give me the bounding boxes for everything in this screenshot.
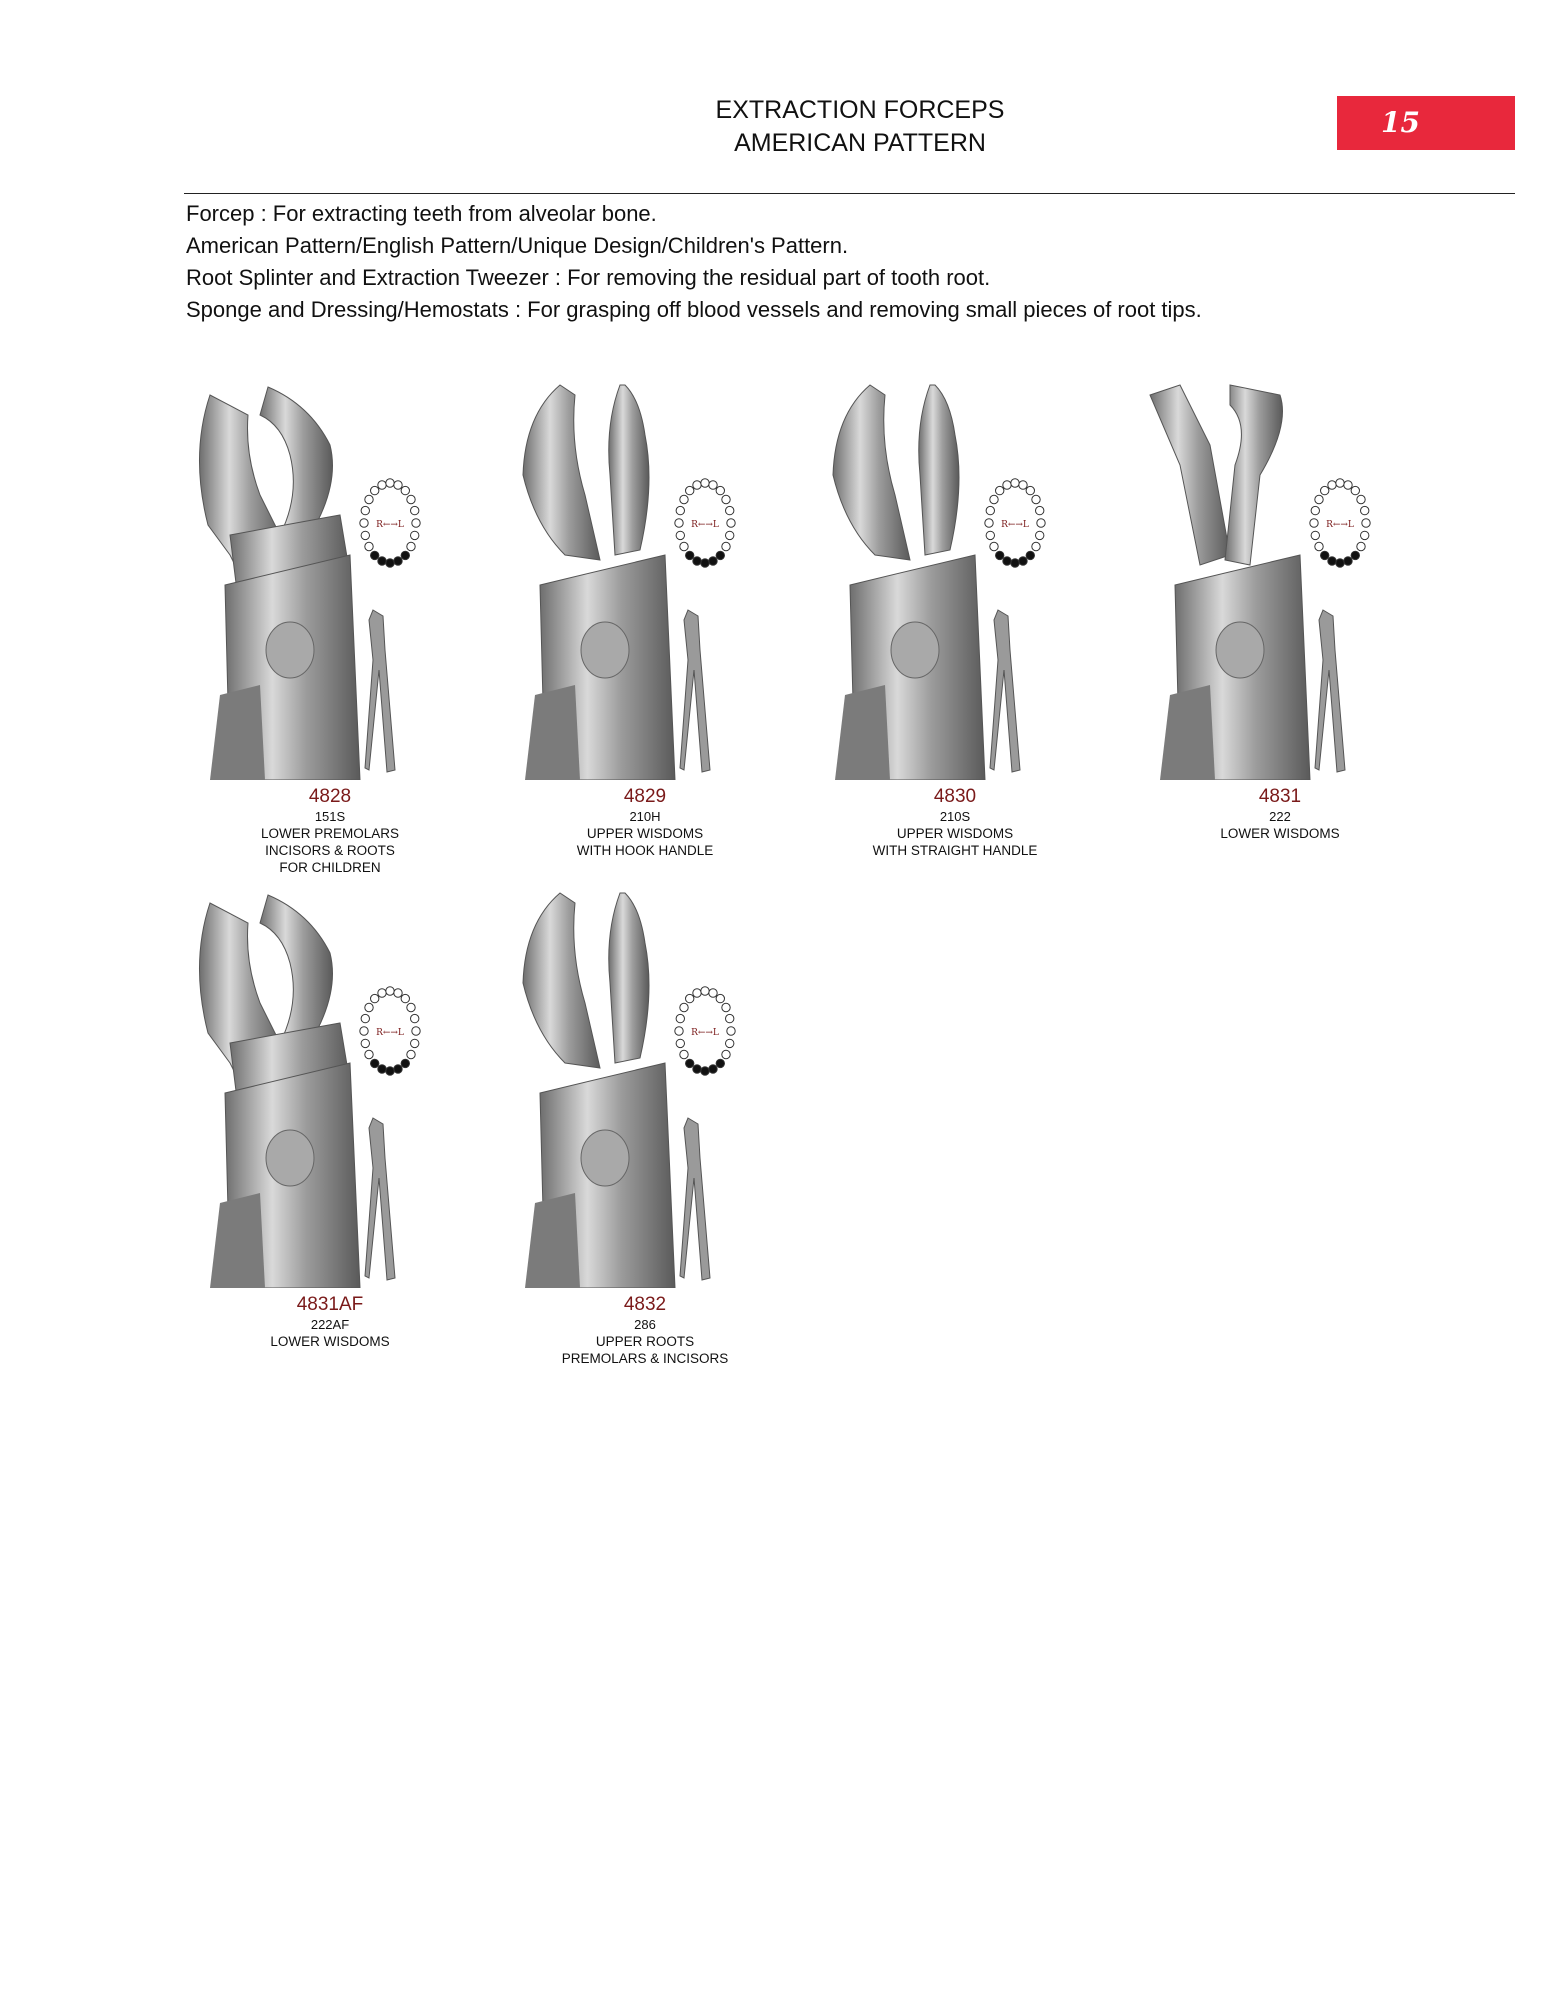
product-reference: 210H (629, 809, 661, 824)
product-caption (180, 1294, 480, 1350)
svg-text:R←→L: R←→L (691, 520, 719, 530)
svg-text:R←→L: R←→L (691, 1028, 719, 1038)
product-description-line: INCISORS & ROOTS (265, 843, 395, 858)
product-description-line: UPPER WISDOMS (586, 826, 704, 841)
product-card (180, 888, 480, 1349)
product-reference: 151S (314, 809, 346, 824)
product-description-line: FOR CHILDREN (279, 860, 381, 875)
product-card (180, 380, 480, 875)
product-description-line: WITH STRAIGHT HANDLE (872, 843, 1038, 858)
forceps-image (805, 380, 1105, 780)
svg-text:R←→L: R←→L (376, 520, 404, 530)
header-divider (184, 193, 1515, 194)
product-reference: 286 (634, 1317, 656, 1332)
product-caption (180, 786, 480, 876)
product-code: 4829 (623, 786, 667, 807)
description-line: Root Splinter and Extraction Tweezer : For removing the residual part of tooth root. (186, 265, 991, 290)
forceps-image (1130, 380, 1430, 780)
product-card (495, 888, 795, 1366)
tooth-chart-icon (355, 475, 427, 573)
product-description-line: UPPER ROOTS (595, 1334, 695, 1349)
product-caption (495, 786, 795, 859)
product-code: 4830 (933, 786, 977, 807)
forceps-image (180, 888, 480, 1288)
product-card (495, 380, 795, 858)
page-number-badge: 15 (1337, 96, 1515, 150)
forceps-image (495, 888, 795, 1288)
product-caption (805, 786, 1105, 859)
description-line: Sponge and Dressing/Hemostats : For grasping off blood vessels and removing small pieces of root tips. (186, 297, 1202, 322)
product-description-line: LOWER PREMOLARS (260, 826, 400, 841)
title-line-1: EXTRACTION FORCEPS (715, 96, 1005, 124)
product-reference: 210S (939, 809, 971, 824)
product-description-line: LOWER WISDOMS (270, 1334, 390, 1349)
product-reference: 222AF (310, 1317, 350, 1332)
tooth-chart-icon (355, 983, 427, 1081)
product-card (805, 380, 1105, 858)
tooth-chart-icon (980, 475, 1052, 573)
svg-text:R←→L: R←→L (376, 1028, 404, 1038)
tooth-chart-icon (1305, 475, 1377, 573)
description-block (186, 198, 1486, 326)
product-description-line: WITH HOOK HANDLE (576, 843, 714, 858)
svg-text:R←→L: R←→L (1326, 520, 1354, 530)
product-code: 4832 (623, 1294, 667, 1315)
tooth-chart-icon (670, 475, 742, 573)
description-line: Forcep : For extracting teeth from alveolar bone. (186, 201, 657, 226)
title-line-2: AMERICAN PATTERN (734, 129, 986, 157)
product-code: 4828 (308, 786, 352, 807)
page-title (560, 94, 1160, 160)
product-description-line: LOWER WISDOMS (1220, 826, 1340, 841)
product-reference: 222 (1269, 809, 1291, 824)
product-caption (495, 1294, 795, 1367)
product-code: 4831 (1258, 786, 1302, 807)
product-card (1130, 380, 1430, 841)
svg-text:R←→L: R←→L (1001, 520, 1029, 530)
product-code: 4831AF (296, 1294, 364, 1315)
description-line: American Pattern/English Pattern/Unique Design/Children's Pattern. (186, 233, 849, 258)
product-caption (1130, 786, 1430, 842)
forceps-image (180, 380, 480, 780)
product-description-line: PREMOLARS & INCISORS (561, 1351, 729, 1366)
forceps-image (495, 380, 795, 780)
product-description-line: UPPER WISDOMS (896, 826, 1014, 841)
tooth-chart-icon (670, 983, 742, 1081)
